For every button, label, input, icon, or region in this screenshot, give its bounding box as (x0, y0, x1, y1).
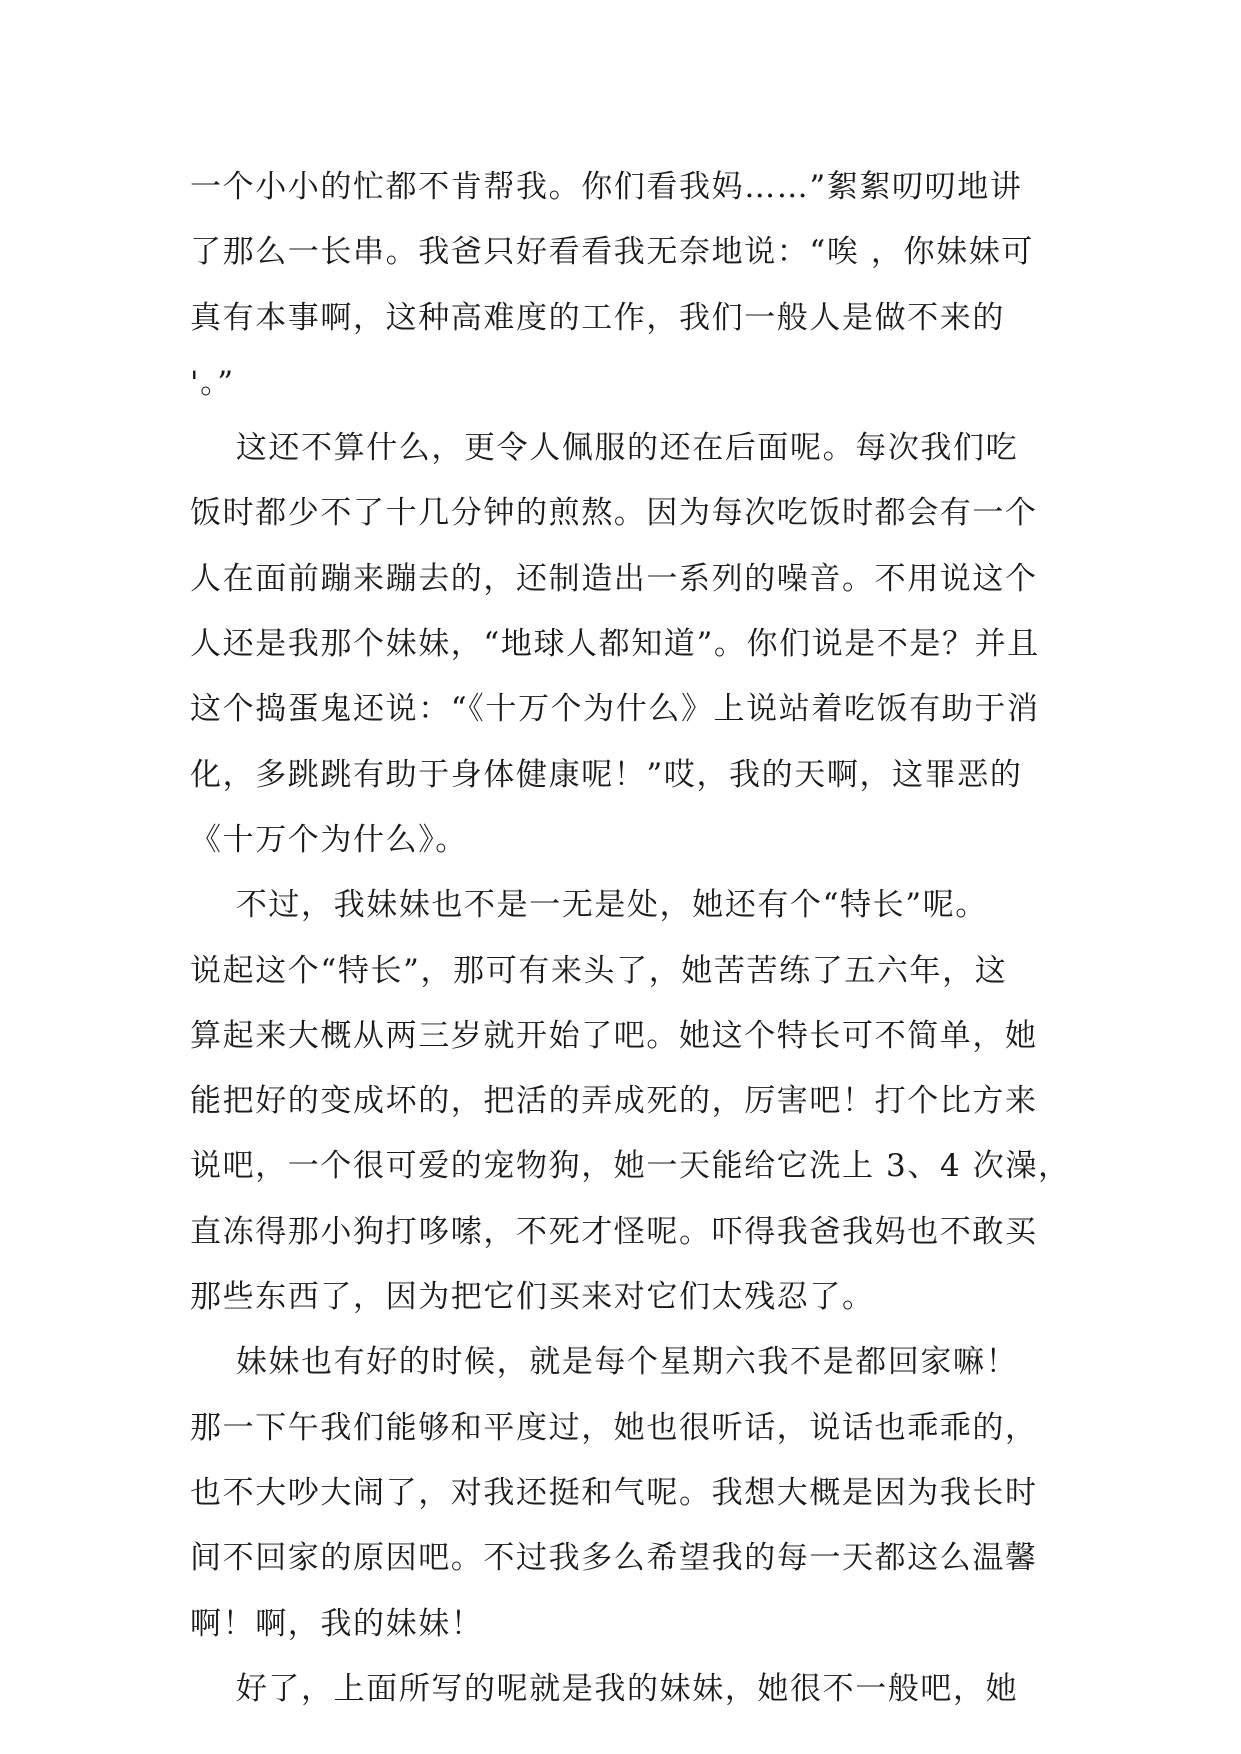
text-line: 好了，上面所写的呢就是我的妹妹，她很不一般吧，她 (190, 1670, 1019, 1707)
text-line: 人还是我那个妹妹，“地球人都知道”。你们说是不是？并且 (190, 626, 1040, 663)
text-line: 那些东西了，因为把它们买来对它们太残忍了。 (190, 1279, 875, 1316)
text-line: 妹妹也有好的时候，就是每个星期六我不是都回家嘛！ (190, 1344, 1019, 1381)
text-line: 那一下午我们能够和平度过，她也很听话，说话也乖乖的， (190, 1409, 1038, 1446)
text-line: 啊！啊，我的妹妹！ (190, 1605, 484, 1642)
text-line: 直冻得那小狗打哆嗦，不死才怪呢。吓得我爸我妈也不敢买 (190, 1213, 1038, 1250)
text-line: 这个捣蛋鬼还说：“《十万个为什么》上说站着吃饭有助于消 (190, 691, 1040, 728)
body-text (190, 155, 1071, 1722)
text-line: 真有本事啊，这种高难度的工作，我们一般人是做不来的 (190, 299, 1005, 336)
text-line: 化，多跳跳有助于身体健康呢！”哎，我的天啊，这罪恶的 (190, 756, 1023, 793)
text-line: 饭时都少不了十几分钟的煎熬。因为每次吃饭时都会有一个 (190, 495, 1038, 532)
text-line: 算起来大概从两三岁就开始了吧。她这个特长可不简单，她 (190, 1017, 1038, 1054)
text-line: 这还不算什么，更令人佩服的还在后面呢。每次我们吃 (190, 430, 1019, 467)
text-line: 说吧，一个很可爱的宠物狗，她一天能给它洗上 3、4 次澡， (190, 1148, 1071, 1185)
text-line: 不过，我妹妹也不是一无是处，她还有个“特长”呢。 (190, 887, 988, 924)
text-line: 说起这个“特长”，那可有来头了，她苦苦练了五六年，这 (190, 952, 1008, 989)
text-line: 了那么一长串。我爸只好看看我无奈地说：“唉 ，你妹妹可 (190, 234, 1034, 271)
text-line: 能把好的变成坏的，把活的弄成死的，厉害吧！打个比方来 (190, 1083, 1038, 1120)
text-line: 一个小小的忙都不肯帮我。你们看我妈……”絮絮叨叨地讲 (190, 169, 1023, 205)
text-line: 也不大吵大闹了，对我还挺和气呢。我想大概是因为我长时 (190, 1474, 1038, 1511)
text-line: 间不回家的原因吧。不过我多么希望我的每一天都这么温馨 (190, 1540, 1038, 1577)
text-line: 人在面前蹦来蹦去的，还制造出一系列的噪音。不用说这个 (190, 560, 1038, 597)
text-line: 《十万个为什么》。 (190, 821, 468, 858)
text-line: '。” (190, 364, 235, 401)
